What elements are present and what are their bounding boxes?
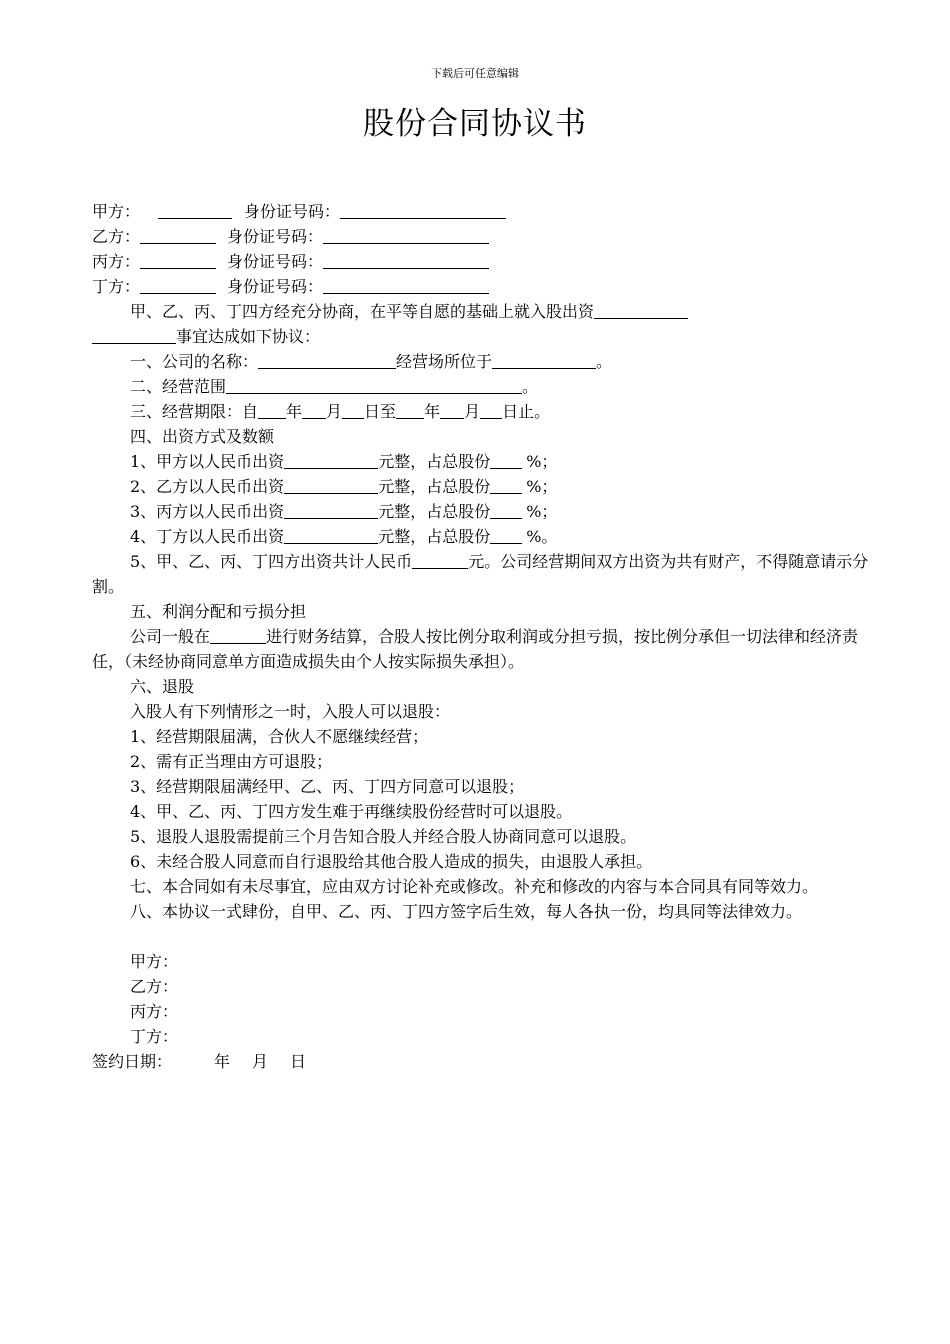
sign-date-day: 日 xyxy=(290,1052,307,1071)
party-label: 乙方： xyxy=(92,227,141,246)
intro-line-1 xyxy=(92,299,870,324)
contribution-end: %； xyxy=(526,452,558,471)
contribution-unit: 元整，占总股份 xyxy=(378,477,491,496)
contribution-unit: 元整，占总股份 xyxy=(378,502,491,521)
address-blank xyxy=(492,351,596,369)
withdrawal-item: 6、未经合股人同意而自行退股给其他合股人造成的损失，由退股人承担。 xyxy=(130,852,653,871)
contribution-item xyxy=(92,449,870,474)
section-2 xyxy=(92,374,870,399)
start-month-blank xyxy=(302,401,326,419)
total-text-1: 5、甲、乙、丙、丁四方出资共计人民币 xyxy=(130,552,413,571)
start-day-blank xyxy=(342,401,364,419)
year-text: 年 xyxy=(286,402,303,421)
party-label: 丁方： xyxy=(92,277,141,296)
investment-blank-cont xyxy=(92,326,176,344)
id-number-blank xyxy=(340,201,506,219)
id-number-blank xyxy=(323,276,489,294)
contribution-item xyxy=(92,474,870,499)
party-name-blank xyxy=(140,276,216,294)
sign-date xyxy=(92,1049,870,1074)
document-body xyxy=(92,199,870,1074)
contribution-unit: 元整，占总股份 xyxy=(378,452,491,471)
amount-blank xyxy=(284,501,378,519)
contribution-item xyxy=(92,499,870,524)
section-3 xyxy=(92,399,870,424)
contribution-text: 2、乙方以人民币出资 xyxy=(130,477,285,496)
section-6-heading: 六、退股 xyxy=(130,677,195,696)
section-3-end: 日止。 xyxy=(502,402,551,421)
end-day-blank xyxy=(480,401,502,419)
intro-text-2: 事宜达成如下协议： xyxy=(176,327,321,346)
contribution-end: %； xyxy=(526,502,558,521)
section-6-lead: 入股人有下列情形之一时，入股人可以退股： xyxy=(130,702,451,721)
id-number-blank xyxy=(323,226,489,244)
share-blank xyxy=(490,476,522,494)
id-label: 身份证号码： xyxy=(227,227,324,246)
month-text-2: 月 xyxy=(464,402,481,421)
signature-party-c: 丙方： xyxy=(130,1002,179,1021)
contribution-unit: 元整，占总股份 xyxy=(378,527,491,546)
party-name-blank xyxy=(140,226,216,244)
end-year-blank xyxy=(396,401,424,419)
amount-blank xyxy=(284,526,378,544)
year-text-2: 年 xyxy=(424,402,441,421)
contribution-text: 4、丁方以人民币出资 xyxy=(130,527,285,546)
party-label: 丙方： xyxy=(92,252,141,271)
section-2-end: 。 xyxy=(522,377,539,396)
withdrawal-item: 5、退股人退股需提前三个月告知合股人并经合股人协商同意可以退股。 xyxy=(130,827,637,846)
contribution-total xyxy=(92,549,870,599)
section-5-heading: 五、利润分配和亏损分担 xyxy=(130,602,307,621)
header-note: 下载后可任意编辑 xyxy=(431,67,519,80)
sign-date-year: 年 xyxy=(214,1052,231,1071)
section-1-label: 一、公司的名称： xyxy=(130,352,259,371)
section-1-mid: 经营场所位于 xyxy=(396,352,493,371)
section-1-end: 。 xyxy=(596,352,613,371)
start-year-blank xyxy=(258,401,286,419)
amount-blank xyxy=(284,476,378,494)
intro-line-2 xyxy=(92,324,870,349)
signature-party-a: 甲方： xyxy=(130,952,179,971)
party-row-d xyxy=(92,274,870,299)
section-7: 七、本合同如有未尽事宜，应由双方讨论补充或修改。补充和修改的内容与本合同具有同等效力。 xyxy=(130,877,819,896)
section-2-label: 二、经营范围 xyxy=(130,377,227,396)
investment-blank xyxy=(594,301,688,319)
contribution-end: %； xyxy=(526,477,558,496)
settlement-text-2: 进行财务结算，合股人按比例分取利润或分担亏损，按比例分承但一切法律和经济责任，（未经协商同意单方面造成损失由个人按实际损失承担）。 xyxy=(92,627,859,671)
party-row-a xyxy=(92,199,870,224)
sign-date-month: 月 xyxy=(252,1052,269,1071)
total-amount-blank xyxy=(412,551,468,569)
share-blank xyxy=(490,526,522,544)
withdrawal-item: 1、经营期限届满，合伙人不愿继续经营； xyxy=(130,727,429,746)
contribution-end: %。 xyxy=(526,527,558,546)
month-text: 月 xyxy=(326,402,343,421)
signature-party-d: 丁方： xyxy=(130,1027,179,1046)
spacer xyxy=(92,924,870,949)
id-label: 身份证号码： xyxy=(244,202,341,221)
amount-blank xyxy=(284,451,378,469)
contribution-item xyxy=(92,524,870,549)
id-number-blank xyxy=(323,251,489,269)
party-name-blank xyxy=(140,251,216,269)
share-blank xyxy=(490,501,522,519)
end-month-blank xyxy=(440,401,464,419)
section-1 xyxy=(92,349,870,374)
contribution-text: 3、丙方以人民币出资 xyxy=(130,502,285,521)
total-text-2: 元。公司经营期间双方出资为共有财产，不得随意请示分割。 xyxy=(92,552,869,596)
document-title: 股份合同协议书 xyxy=(363,106,587,142)
company-name-blank xyxy=(258,351,396,369)
section-8: 八、本协议一式肆份，自甲、乙、丙、丁四方签字后生效，每人各执一份，均具同等法律效力。 xyxy=(130,902,803,921)
contribution-text: 1、甲方以人民币出资 xyxy=(130,452,285,471)
party-row-c xyxy=(92,249,870,274)
party-row-b xyxy=(92,224,870,249)
id-label: 身份证号码： xyxy=(227,252,324,271)
withdrawal-item: 3、经营期限届满经甲、乙、丙、丁四方同意可以退股； xyxy=(130,777,525,796)
day-to-text: 日至 xyxy=(364,402,397,421)
section-3-label: 三、经营期限：自 xyxy=(130,402,259,421)
section-4-heading: 四、出资方式及数额 xyxy=(130,427,275,446)
section-5-text xyxy=(92,624,870,674)
withdrawal-item: 4、甲、乙、丙、丁四方发生难于再继续股份经营时可以退股。 xyxy=(130,802,573,821)
business-scope-blank xyxy=(226,376,522,394)
id-label: 身份证号码： xyxy=(227,277,324,296)
sign-date-label: 签约日期： xyxy=(92,1052,173,1071)
settlement-text-1: 公司一般在 xyxy=(130,627,211,646)
share-blank xyxy=(490,451,522,469)
signature-party-b: 乙方： xyxy=(130,977,179,996)
withdrawal-item: 2、需有正当理由方可退股； xyxy=(130,752,333,771)
intro-text-1: 甲、乙、丙、丁四方经充分协商，在平等自愿的基础上就入股出资 xyxy=(130,302,595,321)
party-label: 甲方： xyxy=(92,202,141,221)
party-name-blank xyxy=(158,201,232,219)
settlement-period-blank xyxy=(210,626,266,644)
